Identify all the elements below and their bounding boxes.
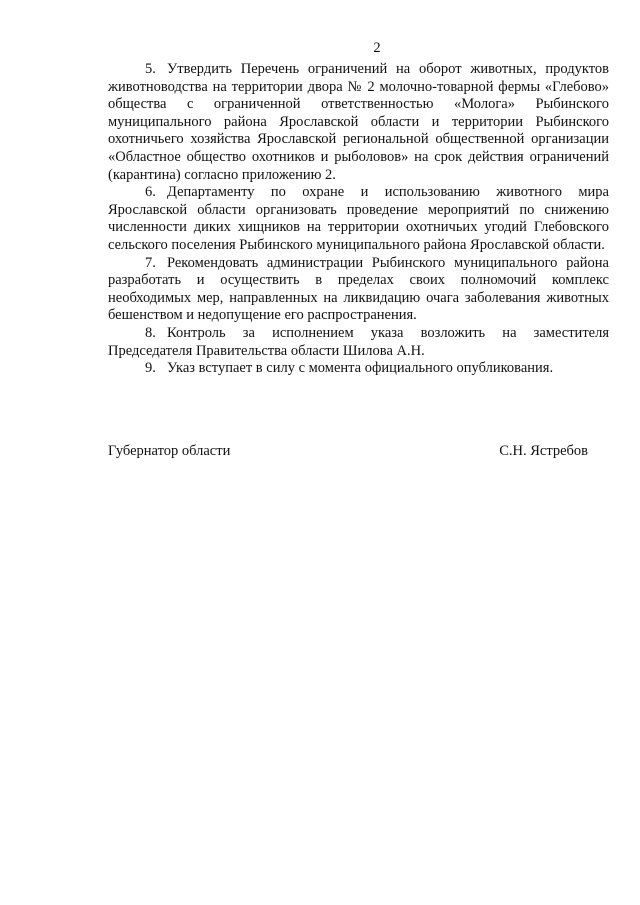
paragraph-text: Утвердить Перечень ограничений на оборот животных, продуктов животноводства на территории двора № 2 молочно-товарной фермы «Глебово» общества с ограниченной ответственностью «Мологa» Рыбинского муниципального района Ярославской области и территории Рыбинского охотничьего хозяйства Ярославской региональной общественной организации «Областное общество охотников и рыболовов» на срок действия ограничений (карантина) согласно приложению 2. xyxy=(108,61,609,183)
paragraph-text: Контроль за исполнением указа возложить на заместителя Председателя Правительства области Шилова А.Н. xyxy=(108,324,609,359)
paragraph-number: 9. xyxy=(145,360,156,377)
paragraph-number: 6. xyxy=(145,184,156,201)
signature-block xyxy=(108,443,588,461)
paragraph-number: 7. xyxy=(145,254,156,271)
page-number: 2 xyxy=(373,40,381,56)
signatory-position: Губернатор области xyxy=(108,443,231,459)
paragraph-5 xyxy=(108,61,609,184)
paragraph-6 xyxy=(108,184,609,254)
signatory-name: С.Н. Ястребов xyxy=(499,443,588,459)
paragraph-text: Рекомендовать администрации Рыбинского муниципального района разработать и осуществить в пределах своих полномочий комплекс необходимых мер, направленных на ликвидацию очага заболевания животных бешенством и недопущение его распространения. xyxy=(108,254,609,324)
paragraph-number: 8. xyxy=(145,324,156,341)
paragraph-number: 5. xyxy=(145,61,156,77)
paragraph-7 xyxy=(108,255,609,325)
document-body xyxy=(108,61,609,378)
paragraph-text: Департаменту по охране и использованию животного мира Ярославской области организовать проведение мероприятий по снижению численности диких хищников на территории охотничьих угодий Глебовского сельского поселения Рыбинского муниципального района Ярославской области. xyxy=(108,184,609,253)
paragraph-8 xyxy=(108,325,609,360)
paragraph-text: Указ вступает в силу с момента официального опубликования. xyxy=(167,360,554,377)
paragraph-9 xyxy=(108,360,609,378)
